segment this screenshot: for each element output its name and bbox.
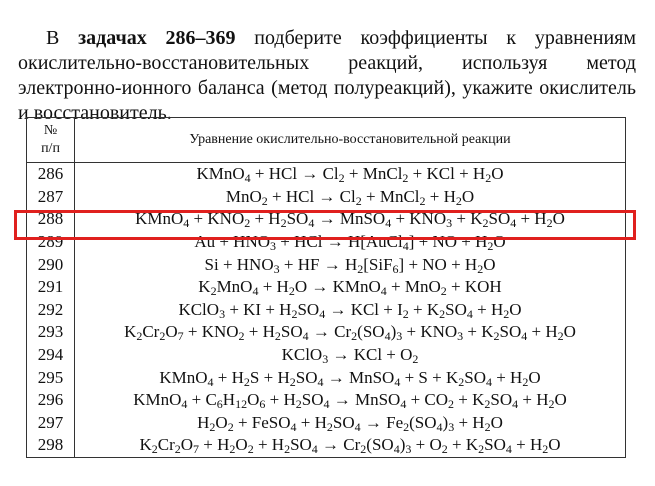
table-row xyxy=(27,299,626,322)
row-equation: $K_2MnO_4 + H_2O$ → KMnO$_4$ + MnO$_2$ + KOH xyxy=(75,276,626,299)
intro-task-range: задачах 286–369 xyxy=(78,27,236,49)
row-equation: KMnO$_4$ + $H_2S + H_2SO_4$ → MnSO$_4$ + $S + K_2SO_4 + H_2O$ xyxy=(75,366,626,389)
table-header-row xyxy=(27,118,626,163)
table-row xyxy=(27,208,626,231)
row-number: 298 xyxy=(27,434,75,457)
row-number: 296 xyxy=(27,389,75,412)
table-row xyxy=(27,186,626,209)
row-number: 291 xyxy=(27,276,75,299)
header-equation: Уравнение окислительно-восстановительной реакции xyxy=(75,118,626,163)
table-row xyxy=(27,276,626,299)
row-equation: $Au + HNO_3$ + HCl → H[AuCl$_4$] + NO + $H_2O$ xyxy=(75,231,626,254)
row-number: 288 xyxy=(27,208,75,231)
row-number: 287 xyxy=(27,186,75,209)
row-number: 295 xyxy=(27,366,75,389)
row-number: 293 xyxy=(27,321,75,344)
row-equation: MnO$_2$ + HCl → $Cl_2$ + MnCl$_2$ + $H_2O$ xyxy=(75,186,626,209)
row-equation: KMnO$_4$ + HCl → $Cl_2$ + MnCl$_2$ + KCl + $H_2O$ xyxy=(75,163,626,186)
row-number: 289 xyxy=(27,231,75,254)
row-equation: $K_2Cr_2O_7 + H_2O_2 + H_2SO_4 \to Cr_2(SO_4)_3 + O_2 + K_2SO_4 + H_2O$ xyxy=(75,434,626,457)
table-row xyxy=(27,253,626,276)
row-equation: $Si + HNO_3$ + HF → $H_2[SiF_6]$ + NO + $H_2O$ xyxy=(75,253,626,276)
table-body xyxy=(27,163,626,458)
table-row xyxy=(27,321,626,344)
table-row xyxy=(27,434,626,457)
intro-lead: В xyxy=(46,27,79,49)
table-row xyxy=(27,231,626,254)
table-row xyxy=(27,412,626,435)
row-number: 286 xyxy=(27,163,75,186)
table-row xyxy=(27,389,626,412)
row-number: 297 xyxy=(27,412,75,435)
row-equation: $K_2Cr_2O_7 + KNO_2 + H_2SO_4 \to Cr_2(SO_4)_3 + KNO_3 + K_2SO_4 + H_2O$ xyxy=(75,321,626,344)
intro-paragraph xyxy=(18,26,636,126)
row-equation: KClO$_3$ → KCl + $O_2$ xyxy=(75,344,626,367)
row-equation: KMnO$_4$ + $C_6H_{12}O_6 + H_2SO_4$ → MnSO$_4$ + $CO_2 + K_2SO_4 + H_2O$ xyxy=(75,389,626,412)
row-number: 290 xyxy=(27,253,75,276)
table-row xyxy=(27,344,626,367)
header-number: № п/п xyxy=(27,118,75,163)
row-number: 292 xyxy=(27,299,75,322)
intro-text: подберите коэффициенты к уравнениям окислительно-восстановительных реакций, используя метод электронно-ионного баланса (метод полуреакций), укажите окислитель и восстановитель. xyxy=(18,27,636,124)
table-row xyxy=(27,163,626,186)
row-equation: KClO$_3$ + KI + $H_2SO_4$ → KCl + $I_2 + K_2SO_4 + H_2O$ xyxy=(75,299,626,322)
row-equation: $H_2O_2$ + FeSO$_4$ + $H_2SO_4 \to Fe_2(SO_4)_3 + H_2O$ xyxy=(75,412,626,435)
row-equation: KMnO$_4$ + $KNO_2 + H_2SO_4$ → MnSO$_4$ + $KNO_3 + K_2SO_4 + H_2O$ xyxy=(75,208,626,231)
reactions-table xyxy=(26,117,626,458)
row-number: 294 xyxy=(27,344,75,367)
table-row xyxy=(27,366,626,389)
